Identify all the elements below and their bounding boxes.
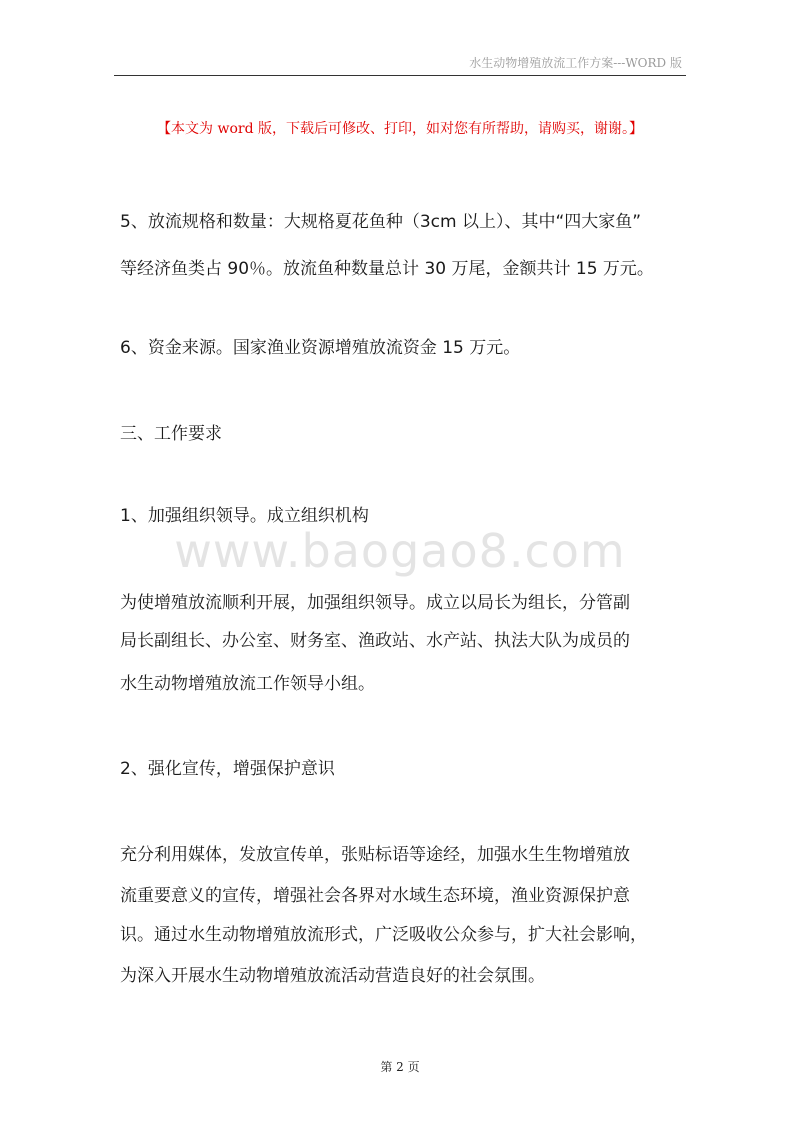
page-number: 第 2 页 bbox=[380, 1060, 420, 1074]
subsection-heading: 1、加强组织领导。成立组织机构 bbox=[120, 506, 369, 526]
paragraph-line: 6、资金来源。国家渔业资源增殖放流资金 15 万元。 bbox=[120, 338, 521, 358]
paragraph-line: 5、放流规格和数量：大规格夏花鱼种（3cm 以上）、其中“四大家鱼” bbox=[120, 212, 642, 232]
paragraph-line: 等经济鱼类占 90％。放流鱼种数量总计 30 万尾，金额共计 15 万元。 bbox=[120, 259, 654, 279]
paragraph-line: 流重要意义的宣传，增强社会各界对水域生态环境，渔业资源保护意 bbox=[120, 886, 630, 906]
watermark: www.baogao8.com bbox=[174, 524, 626, 578]
purchase-notice: 【本文为 word 版，下载后可修改、打印，如对您有所帮助，请购买，谢谢。】 bbox=[157, 121, 643, 137]
paragraph-line: 为使增殖放流顺利开展，加强组织领导。成立以局长为组长，分管副 bbox=[120, 593, 630, 613]
paragraph-line: 水生动物增殖放流工作领导小组。 bbox=[120, 674, 375, 694]
paragraph-line: 识。通过水生动物增殖放流形式，广泛吸收公众参与，扩大社会影响， bbox=[120, 925, 647, 945]
section-heading: 三、工作要求 bbox=[120, 424, 222, 444]
paragraph-line: 为深入开展水生动物增殖放流活动营造良好的社会氛围。 bbox=[120, 966, 545, 986]
running-header: 水生动物增殖放流工作方案---WORD 版 bbox=[469, 56, 682, 70]
paragraph-line: 局长副组长、办公室、财务室、渔政站、水产站、执法大队为成员的 bbox=[120, 631, 630, 651]
header-divider bbox=[114, 75, 686, 76]
subsection-heading: 2、强化宣传，增强保护意识 bbox=[120, 759, 335, 779]
paragraph-line: 充分利用媒体，发放宣传单，张贴标语等途经，加强水生生物增殖放 bbox=[120, 845, 630, 865]
